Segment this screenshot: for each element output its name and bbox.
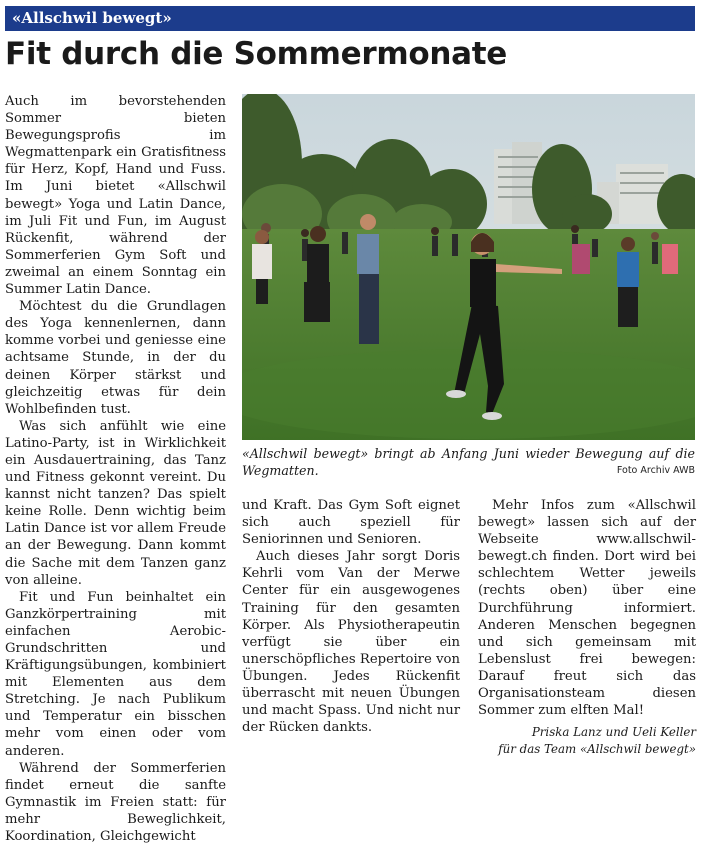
photo-caption: «Allschwil bewegt» bringt ab Anfang Juni wieder Bewegung auf die Wegmatten. (242, 446, 695, 478)
paragraph: Was sich anfühlt wie eine Latino-Party, ist in Wirklichkeit ein Ausdauertraining, das Tanz und Fitness gekonnt vereint. Du kannst nicht tanzen? Das spielt keine Rolle. Denn wichtig beim Latin Dance ist vor allem Freude an der Bewegung. Dann kommt die Sache mit dem Tanzen ganz von alleine. (5, 418, 226, 588)
paragraph: Auch im bevorstehenden Sommer bieten Bewegungsprofis im Wegmattenpark ein Gratisfitness für Herz, Kopf, Hand und Fuss. Im Juni bietet «Allschwil bewegt» Yoga und Latin Dance, im Juli Fit und Fun, im August Rückenfit, während der Sommerferien Gym Soft und zweimal an einem Sonntag ein Summer Latin Dance. (5, 94, 226, 298)
author-signature: Priska Lanz und Ueli Keller (531, 725, 696, 740)
article-photo (242, 94, 695, 440)
paragraph: Fit und Fun beinhaltet ein Ganzkörpertraining mit einfachen Aerobic-Grundschritten und Kräftigungsübungen, kombiniert mit Elementen aus dem Stretching. Je nach Publikum und Temperatur ein bisschen mehr vom einen oder vom anderen. (5, 589, 226, 759)
column-1 (5, 93, 226, 845)
kicker-text: «Allschwil bewegt» (12, 9, 172, 27)
column-3 (478, 497, 696, 758)
paragraph: und Kraft. Das Gym Soft eignet sich auch speziell für Seniorinnen und Senioren. (242, 498, 460, 548)
photo-credit: Foto Archiv AWB (616, 465, 695, 476)
paragraph: Möchtest du die Grundlagen des Yoga kennenlernen, dann komme vorbei und geniesse eine achtsame Stunde, in der du deinen Körper stärkst und gleichzeitig etwas für dein Wohlbefinden tust. (5, 299, 226, 417)
paragraph: Auch dieses Jahr sorgt Doris Kehrli vom Van der Merwe Center für ein ausgewogenes Training für den gesamten Körper. Als Physiotherapeutin verfügt sie über ein unerschöpfliches Repertoire von Übungen. Jedes Rückenfit überrascht mit neuen Übungen und macht Spass. Und nicht nur der Rücken dankts. (242, 549, 460, 736)
park-fitness-photo (242, 94, 695, 440)
author-team: für das Team «Allschwil bewegt» (498, 742, 696, 757)
column-2 (242, 497, 460, 736)
paragraph: Während der Sommerferien findet erneut die sanfte Gymnastik im Freien statt: für mehr Beweglichkeit, Koordination, Gleichgewicht (5, 760, 226, 845)
paragraph: Mehr Infos zum «Allschwil bewegt» lassen sich auf der Webseite www.allschwil-bewegt.ch finden. Dort wird bei schlechtem Wetter jeweils (rechts oben) über eine Durchführung informiert. Anderen Menschen begegnen und sich gemeinsam mit Lebenslust frei bewegen: Darauf freut sich das Organisationsteam diesen Sommer zum elften Mal! (478, 498, 696, 719)
kicker-bar (5, 6, 695, 31)
headline: Fit durch die Sommermonate (5, 36, 508, 72)
